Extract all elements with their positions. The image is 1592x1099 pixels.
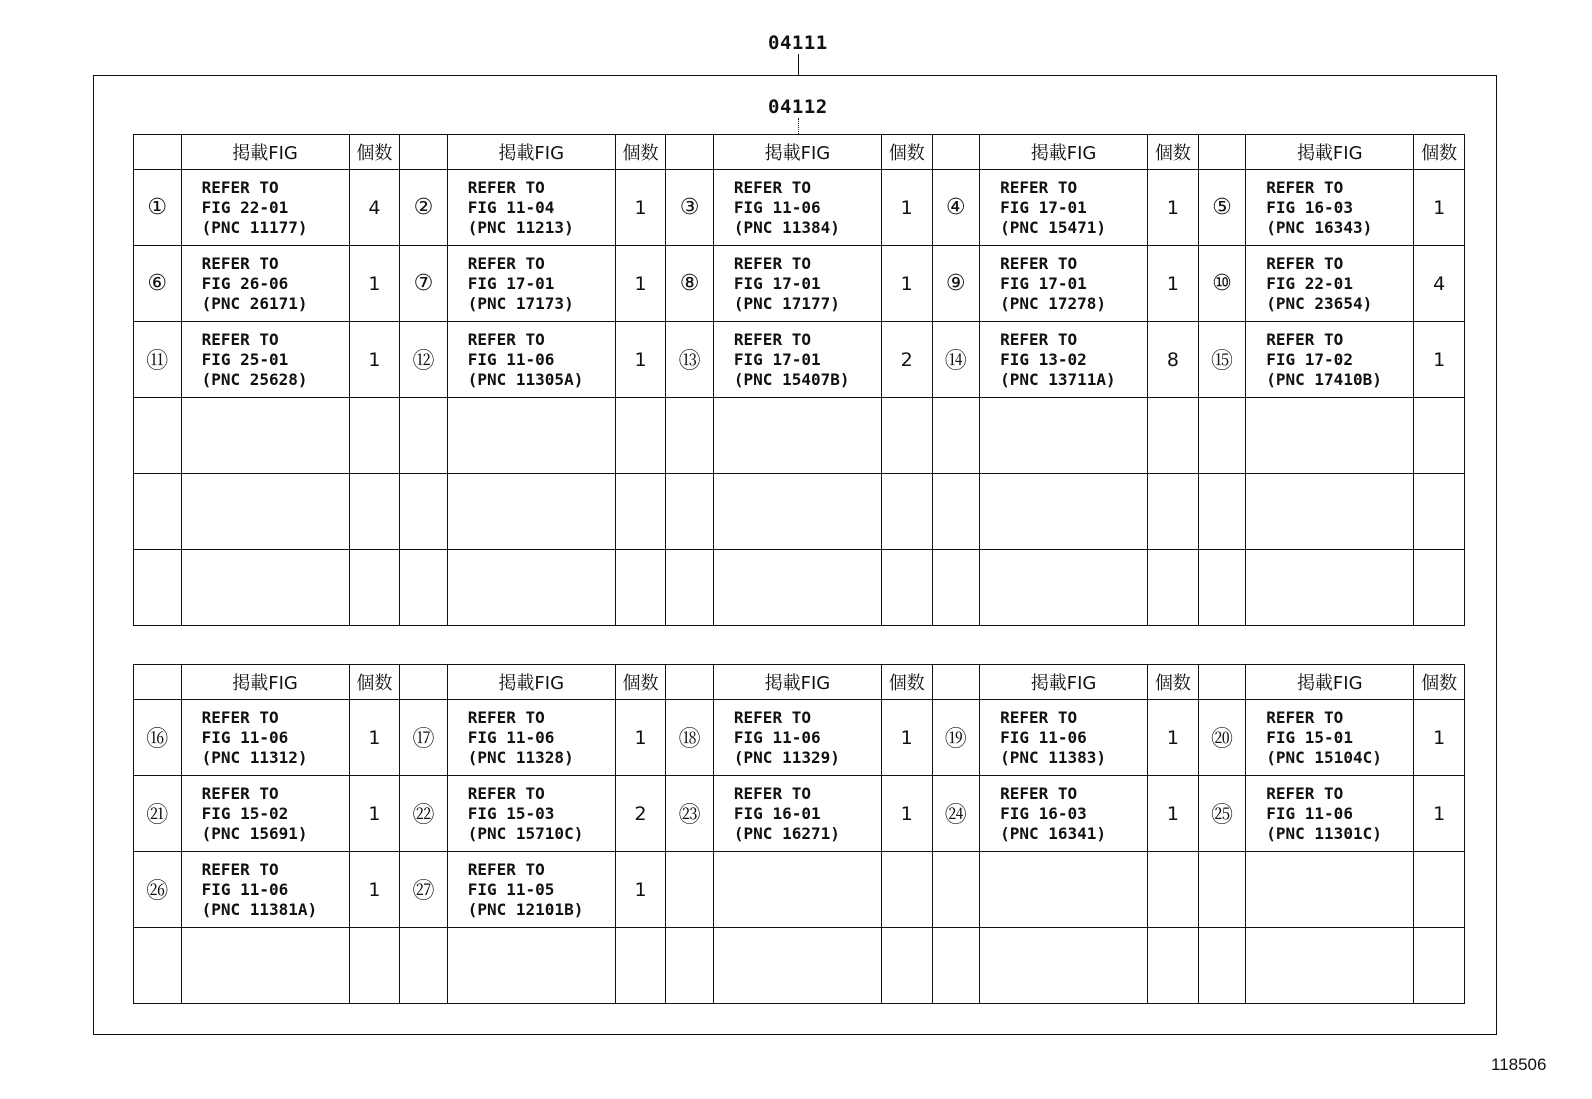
item-quantity — [1148, 398, 1199, 474]
item-number: ⑫ — [400, 322, 448, 398]
fig-reference — [713, 170, 881, 246]
fig-reference-line: (PNC 16341) — [1000, 823, 1107, 843]
header-qty-label: 個数 — [615, 135, 666, 170]
fig-reference-line: REFER TO — [1000, 707, 1078, 727]
header-fig-label: 掲載FIG — [980, 665, 1148, 700]
fig-reference — [1246, 550, 1414, 626]
item-number: ⑰ — [400, 700, 448, 776]
fig-reference — [980, 322, 1148, 398]
fig-reference — [1246, 700, 1414, 776]
fig-reference — [447, 700, 615, 776]
item-quantity: 1 — [881, 700, 932, 776]
item-number: ② — [400, 170, 448, 246]
fig-reference-line: FIG 11-06 — [733, 727, 821, 747]
fig-reference-line: (PNC 16271) — [733, 823, 840, 843]
fig-reference — [181, 928, 349, 1004]
fig-reference-line: (PNC 11305A) — [467, 369, 584, 389]
item-quantity — [615, 550, 666, 626]
item-quantity: 1 — [349, 246, 400, 322]
assembly-code-04111: 04111 — [768, 32, 828, 54]
fig-reference-line: REFER TO — [201, 253, 279, 273]
item-quantity: 1 — [881, 170, 932, 246]
fig-reference-line: FIG 11-06 — [467, 727, 555, 747]
item-number — [400, 928, 448, 1004]
fig-reference — [980, 700, 1148, 776]
leader-line-outer — [798, 54, 799, 75]
item-quantity: 1 — [1148, 246, 1199, 322]
fig-reference-line: (PNC 16343) — [1266, 217, 1373, 237]
item-number: ⑲ — [932, 700, 980, 776]
header-blank-cell — [400, 135, 448, 170]
header-qty-label: 個数 — [1414, 135, 1465, 170]
fig-reference — [713, 322, 881, 398]
fig-reference — [181, 398, 349, 474]
fig-reference-line: (PNC 11384) — [733, 217, 840, 237]
item-quantity: 1 — [615, 170, 666, 246]
fig-reference-line: (PNC 15710C) — [467, 823, 584, 843]
header-blank-cell — [666, 135, 714, 170]
item-quantity: 4 — [1414, 246, 1465, 322]
fig-reference — [181, 322, 349, 398]
fig-reference-line: (PNC 11328) — [467, 747, 574, 767]
fig-reference — [980, 398, 1148, 474]
fig-reference — [181, 550, 349, 626]
header-fig-label: 掲載FIG — [181, 135, 349, 170]
fig-reference — [447, 776, 615, 852]
fig-reference-line: REFER TO — [467, 783, 545, 803]
item-quantity: 1 — [1414, 322, 1465, 398]
table-row — [134, 474, 1465, 550]
item-quantity: 1 — [615, 852, 666, 928]
item-number: ⑨ — [932, 246, 980, 322]
fig-reference-line: FIG 17-01 — [1000, 273, 1087, 293]
item-quantity: 1 — [1148, 776, 1199, 852]
item-number: ㉔ — [932, 776, 980, 852]
figure-id: 118506 — [1491, 1055, 1547, 1074]
item-number — [1198, 852, 1246, 928]
header-blank-cell — [134, 135, 182, 170]
fig-reference-line: FIG 17-01 — [467, 273, 555, 293]
fig-reference-line: REFER TO — [1000, 329, 1078, 349]
item-number: ⑤ — [1198, 170, 1246, 246]
item-quantity — [1414, 852, 1465, 928]
fig-reference — [713, 852, 881, 928]
fig-reference — [447, 550, 615, 626]
fig-reference — [980, 550, 1148, 626]
item-number: ㉓ — [666, 776, 714, 852]
fig-reference-line: FIG 17-02 — [1266, 349, 1353, 369]
fig-reference — [1246, 776, 1414, 852]
fig-reference-line: (PNC 17177) — [733, 293, 840, 313]
item-number: ㉖ — [134, 852, 182, 928]
fig-reference-line: (PNC 11383) — [1000, 747, 1107, 767]
fig-reference-line: FIG 25-01 — [201, 349, 289, 369]
header-fig-label: 掲載FIG — [181, 665, 349, 700]
item-quantity — [615, 928, 666, 1004]
fig-reference-line: REFER TO — [1000, 177, 1078, 197]
fig-reference — [447, 322, 615, 398]
kit-code-04112: 04112 — [768, 96, 828, 118]
item-quantity: 2 — [881, 322, 932, 398]
fig-reference-line: FIG 26-06 — [201, 273, 289, 293]
item-number — [1198, 928, 1246, 1004]
fig-reference-line: FIG 11-06 — [467, 349, 555, 369]
item-number — [666, 928, 714, 1004]
fig-reference-line: REFER TO — [467, 707, 545, 727]
header-fig-label: 掲載FIG — [1246, 665, 1414, 700]
item-quantity — [1414, 474, 1465, 550]
fig-reference — [713, 776, 881, 852]
item-quantity: 1 — [615, 246, 666, 322]
item-number — [666, 474, 714, 550]
item-number — [400, 550, 448, 626]
fig-reference — [1246, 322, 1414, 398]
item-quantity: 1 — [349, 776, 400, 852]
item-number — [400, 398, 448, 474]
fig-reference-line: REFER TO — [201, 329, 279, 349]
item-quantity: 1 — [1414, 170, 1465, 246]
item-number: ⑩ — [1198, 246, 1246, 322]
item-quantity: 1 — [349, 852, 400, 928]
header-qty-label: 個数 — [1148, 665, 1199, 700]
header-qty-label: 個数 — [349, 135, 400, 170]
header-fig-label: 掲載FIG — [713, 135, 881, 170]
item-number — [1198, 550, 1246, 626]
item-number: ⑪ — [134, 322, 182, 398]
item-quantity — [1148, 852, 1199, 928]
item-quantity — [1414, 550, 1465, 626]
fig-reference-line: FIG 11-04 — [467, 197, 555, 217]
fig-reference-line: (PNC 11301C) — [1266, 823, 1382, 843]
item-number: ⑥ — [134, 246, 182, 322]
item-quantity — [1414, 928, 1465, 1004]
parts-table-top — [133, 134, 1465, 626]
fig-reference — [980, 776, 1148, 852]
fig-reference-line: REFER TO — [201, 177, 279, 197]
header-blank-cell — [932, 135, 980, 170]
table-row — [134, 398, 1465, 474]
fig-reference — [713, 398, 881, 474]
item-number: ㉒ — [400, 776, 448, 852]
fig-reference — [181, 170, 349, 246]
item-quantity: 1 — [1148, 170, 1199, 246]
item-quantity: 1 — [1414, 700, 1465, 776]
fig-reference-line: REFER TO — [733, 329, 811, 349]
item-number: ⑦ — [400, 246, 448, 322]
fig-reference-line: (PNC 11312) — [201, 747, 308, 767]
fig-reference-line: FIG 17-01 — [1000, 197, 1087, 217]
fig-reference-line: REFER TO — [467, 177, 545, 197]
fig-reference-line: REFER TO — [733, 253, 811, 273]
fig-reference-line: FIG 22-01 — [1266, 273, 1353, 293]
fig-reference-line: (PNC 11177) — [201, 217, 308, 237]
parts-table-bottom — [133, 664, 1465, 1004]
item-number — [666, 550, 714, 626]
fig-reference — [1246, 474, 1414, 550]
item-number: ⑭ — [932, 322, 980, 398]
item-number: ⑯ — [134, 700, 182, 776]
item-number: ⑧ — [666, 246, 714, 322]
item-number: ⑳ — [1198, 700, 1246, 776]
item-number: ① — [134, 170, 182, 246]
fig-reference-line: FIG 13-02 — [1000, 349, 1087, 369]
fig-reference-line: FIG 11-06 — [1000, 727, 1087, 747]
item-number: ④ — [932, 170, 980, 246]
fig-reference — [713, 700, 881, 776]
item-quantity — [349, 474, 400, 550]
table-row — [134, 322, 1465, 398]
item-quantity: 1 — [1148, 700, 1199, 776]
item-quantity: 1 — [615, 700, 666, 776]
fig-reference-line: REFER TO — [201, 783, 279, 803]
header-blank-cell — [666, 665, 714, 700]
fig-reference-line: REFER TO — [733, 177, 811, 197]
item-number — [666, 398, 714, 474]
fig-reference-line: (PNC 25628) — [201, 369, 308, 389]
fig-reference-line: FIG 22-01 — [201, 197, 289, 217]
item-number — [134, 398, 182, 474]
item-number: ㉕ — [1198, 776, 1246, 852]
header-blank-cell — [1198, 665, 1246, 700]
item-quantity — [349, 928, 400, 1004]
header-blank-cell — [134, 665, 182, 700]
item-quantity: 1 — [881, 246, 932, 322]
fig-reference — [447, 398, 615, 474]
item-number: ㉑ — [134, 776, 182, 852]
header-qty-label: 個数 — [881, 665, 932, 700]
header-qty-label: 個数 — [615, 665, 666, 700]
fig-reference — [1246, 398, 1414, 474]
fig-reference — [1246, 852, 1414, 928]
header-blank-cell — [400, 665, 448, 700]
item-number: ⑱ — [666, 700, 714, 776]
fig-reference — [447, 852, 615, 928]
fig-reference-line: FIG 11-06 — [201, 879, 289, 899]
fig-reference-line: FIG 11-05 — [467, 879, 555, 899]
fig-reference-line: FIG 17-01 — [733, 349, 821, 369]
header-fig-label: 掲載FIG — [447, 665, 615, 700]
table-row — [134, 246, 1465, 322]
item-quantity — [881, 398, 932, 474]
item-number — [134, 550, 182, 626]
item-quantity — [1148, 928, 1199, 1004]
fig-reference — [713, 928, 881, 1004]
item-quantity — [1148, 550, 1199, 626]
item-number: ③ — [666, 170, 714, 246]
item-quantity: 1 — [881, 776, 932, 852]
fig-reference-line: REFER TO — [467, 253, 545, 273]
fig-reference-line: (PNC 15691) — [201, 823, 308, 843]
fig-reference — [181, 852, 349, 928]
item-quantity: 8 — [1148, 322, 1199, 398]
fig-reference — [980, 928, 1148, 1004]
item-quantity — [881, 928, 932, 1004]
fig-reference — [447, 474, 615, 550]
fig-reference — [447, 928, 615, 1004]
fig-reference-line: (PNC 13711A) — [1000, 369, 1116, 389]
item-number: ⑮ — [1198, 322, 1246, 398]
item-quantity: 4 — [349, 170, 400, 246]
fig-reference-line: FIG 15-01 — [1266, 727, 1353, 747]
fig-reference-line: REFER TO — [201, 707, 279, 727]
item-quantity: 1 — [349, 322, 400, 398]
fig-reference — [181, 776, 349, 852]
fig-reference-line: FIG 16-03 — [1000, 803, 1087, 823]
fig-reference-line: (PNC 26171) — [201, 293, 308, 313]
fig-reference-line: (PNC 17278) — [1000, 293, 1107, 313]
fig-reference-line: REFER TO — [467, 329, 545, 349]
item-quantity — [349, 550, 400, 626]
fig-reference — [1246, 246, 1414, 322]
table-row — [134, 550, 1465, 626]
fig-reference-line: FIG 11-06 — [201, 727, 289, 747]
fig-reference — [980, 170, 1148, 246]
fig-reference — [713, 550, 881, 626]
header-fig-label: 掲載FIG — [1246, 135, 1414, 170]
fig-reference-line: FIG 16-01 — [733, 803, 821, 823]
fig-reference — [980, 474, 1148, 550]
fig-reference-line: REFER TO — [1266, 783, 1344, 803]
fig-reference — [980, 246, 1148, 322]
item-number — [134, 474, 182, 550]
header-qty-label: 個数 — [881, 135, 932, 170]
fig-reference-line: (PNC 23654) — [1266, 293, 1373, 313]
fig-reference-line: REFER TO — [733, 707, 811, 727]
fig-reference — [447, 246, 615, 322]
fig-reference-line: FIG 11-06 — [1266, 803, 1353, 823]
fig-reference-line: REFER TO — [1266, 253, 1344, 273]
fig-reference-line: (PNC 11381A) — [201, 899, 318, 919]
leader-line-inner — [798, 118, 799, 134]
fig-reference-line: (PNC 12101B) — [467, 899, 584, 919]
item-number — [1198, 474, 1246, 550]
table-header-row — [134, 665, 1465, 700]
fig-reference — [713, 246, 881, 322]
item-number — [1198, 398, 1246, 474]
item-quantity: 1 — [1414, 776, 1465, 852]
item-quantity — [615, 474, 666, 550]
fig-reference — [181, 246, 349, 322]
fig-reference — [447, 170, 615, 246]
fig-reference-line: REFER TO — [1000, 253, 1078, 273]
item-quantity — [349, 398, 400, 474]
fig-reference-line: (PNC 11329) — [733, 747, 840, 767]
header-fig-label: 掲載FIG — [447, 135, 615, 170]
fig-reference-line: REFER TO — [1266, 707, 1344, 727]
item-quantity — [881, 474, 932, 550]
header-blank-cell — [932, 665, 980, 700]
item-quantity — [881, 550, 932, 626]
fig-reference — [713, 474, 881, 550]
table-row — [134, 928, 1465, 1004]
header-blank-cell — [1198, 135, 1246, 170]
item-number — [666, 852, 714, 928]
table-row — [134, 852, 1465, 928]
header-fig-label: 掲載FIG — [980, 135, 1148, 170]
item-number — [134, 928, 182, 1004]
fig-reference-line: (PNC 17410B) — [1266, 369, 1382, 389]
item-number — [400, 474, 448, 550]
fig-reference — [181, 700, 349, 776]
item-quantity: 1 — [349, 700, 400, 776]
item-number — [932, 398, 980, 474]
fig-reference-line: REFER TO — [1266, 329, 1344, 349]
item-number — [932, 550, 980, 626]
header-fig-label: 掲載FIG — [713, 665, 881, 700]
header-qty-label: 個数 — [1414, 665, 1465, 700]
fig-reference-line: (PNC 11213) — [467, 217, 574, 237]
fig-reference-line: FIG 15-02 — [201, 803, 289, 823]
fig-reference-line: (PNC 15104C) — [1266, 747, 1382, 767]
fig-reference-line: (PNC 17173) — [467, 293, 574, 313]
table-header-row — [134, 135, 1465, 170]
fig-reference-line: FIG 16-03 — [1266, 197, 1353, 217]
fig-reference-line: REFER TO — [1266, 177, 1344, 197]
fig-reference — [1246, 170, 1414, 246]
fig-reference-line: FIG 17-01 — [733, 273, 821, 293]
fig-reference-line: (PNC 15471) — [1000, 217, 1107, 237]
fig-reference-line: FIG 11-06 — [733, 197, 821, 217]
header-qty-label: 個数 — [349, 665, 400, 700]
item-number — [932, 474, 980, 550]
item-quantity — [1414, 398, 1465, 474]
item-quantity — [881, 852, 932, 928]
item-number: ⑬ — [666, 322, 714, 398]
fig-reference — [980, 852, 1148, 928]
item-number — [932, 852, 980, 928]
fig-reference-line: REFER TO — [201, 859, 279, 879]
header-qty-label: 個数 — [1148, 135, 1199, 170]
fig-reference-line: REFER TO — [1000, 783, 1078, 803]
item-quantity: 2 — [615, 776, 666, 852]
fig-reference-line: FIG 15-03 — [467, 803, 555, 823]
table-row — [134, 170, 1465, 246]
item-number: ㉗ — [400, 852, 448, 928]
fig-reference — [1246, 928, 1414, 1004]
fig-reference-line: (PNC 15407B) — [733, 369, 850, 389]
item-number — [932, 928, 980, 1004]
fig-reference-line: REFER TO — [733, 783, 811, 803]
item-quantity: 1 — [615, 322, 666, 398]
item-quantity — [615, 398, 666, 474]
fig-reference — [181, 474, 349, 550]
item-quantity — [1148, 474, 1199, 550]
table-row — [134, 700, 1465, 776]
table-row — [134, 776, 1465, 852]
fig-reference-line: REFER TO — [467, 859, 545, 879]
